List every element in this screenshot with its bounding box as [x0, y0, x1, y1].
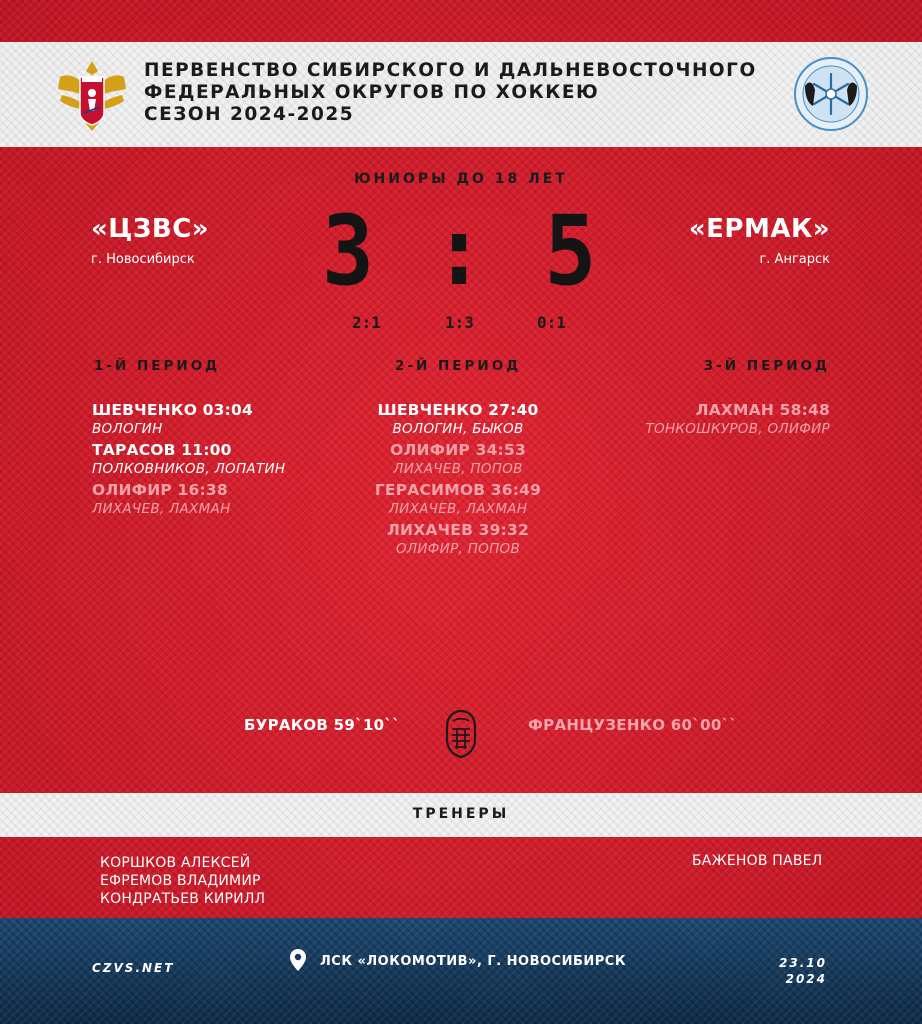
goal-assists: ВОЛОГИН [92, 421, 163, 437]
goal-assists: ОЛИФИР, ПОПОВ [395, 541, 521, 557]
date-day-month: 23.10 [779, 956, 827, 970]
venue-label: ЛСК «ЛОКОМОТИВ», Г. НОВОСИБИРСК [320, 954, 626, 969]
goal-scorer: ОЛИФИР 34:53 [390, 441, 526, 459]
away-team-city: г. Ангарск [759, 252, 830, 267]
age-group-label: ЮНИОРЫ ДО 18 ЛЕТ [354, 171, 568, 187]
goal-scorer: ШЕВЧЕНКО 03:04 [92, 401, 254, 419]
goal-entry [328, 440, 588, 478]
match-date [779, 955, 827, 987]
home-team-city: г. Новосибирск [91, 252, 195, 267]
goal-entry [590, 400, 830, 438]
goal-assists: ТОНКОШКУРОВ, ОЛИФИР [645, 421, 830, 437]
away-team-name: «ЕРМАК» [688, 214, 830, 244]
goal-entry [328, 480, 588, 518]
period-3-label: 3-Й ПЕРИОД [703, 358, 830, 374]
goal-scorer: ОЛИФИР 16:38 [92, 481, 228, 499]
goal-assists: ЛИХАЧЕВ, ЛАХМАН [388, 501, 528, 517]
home-team-name: «ЦЗВС» [91, 214, 210, 244]
goal-scorer: ШЕВЧЕНКО 27:40 [377, 401, 539, 419]
final-score: 3 : 5 [321, 195, 601, 307]
goal-entry [92, 480, 285, 518]
goal-scorer: ЛИХАЧЕВ 39:32 [386, 521, 530, 539]
goal-entry [328, 400, 588, 438]
period-1-label: 1-Й ПЕРИОД [94, 358, 221, 374]
russian-hockey-federation-emblem-icon [52, 55, 132, 135]
goal-entry [328, 520, 588, 558]
period-1-score: 2:1 [352, 313, 381, 332]
championship-title [144, 60, 784, 126]
goal-scorer: ГЕРАСИМОВ 36:49 [374, 481, 542, 499]
goal-assists: ЛИХАЧЕВ, ЛАХМАН [92, 501, 231, 517]
goal-assists: ПОЛКОВНИКОВ, ЛОПАТИН [92, 461, 286, 477]
period-2-score: 1:3 [445, 313, 474, 332]
coach-name: ЕФРЕМОВ ВЛАДИМИР [100, 873, 261, 889]
home-coaches [100, 854, 265, 908]
coach-name: КОНДРАТЬЕВ КИРИЛЛ [100, 891, 266, 907]
goal-scorer: ТАРАСОВ 11:00 [92, 441, 232, 459]
coach-name: БАЖЕНОВ ПАВЕЛ [692, 853, 823, 869]
regional-federation-snowflake-emblem-icon [793, 56, 869, 132]
goal-entry [92, 400, 285, 438]
period-2-label: 2-Й ПЕРИОД [395, 358, 522, 374]
date-year: 2024 [785, 972, 827, 986]
goalie-mask-icon [443, 709, 479, 759]
away-goalie: ФРАНЦУЗЕНКО 60`00`` [528, 716, 738, 734]
home-goalie: БУРАКОВ 59`10`` [244, 716, 401, 734]
site-link[interactable]: CZVS.NET [92, 961, 175, 975]
period-1-goals [92, 400, 285, 520]
goal-assists: ЛИХАЧЕВ, ПОПОВ [393, 461, 523, 477]
title-line-2: ФЕДЕРАЛЬНЫХ ОКРУГОВ ПО ХОККЕЮ [144, 82, 600, 103]
away-coaches [692, 852, 822, 870]
coach-name: КОРШКОВ АЛЕКСЕЙ [100, 855, 251, 871]
period-3-goals [590, 400, 830, 440]
coaches-title: ТРЕНЕРЫ [412, 806, 510, 822]
goal-scorer: ЛАХМАН 58:48 [695, 401, 830, 419]
period-3-score: 0:1 [537, 313, 566, 332]
title-line-3: СЕЗОН 2024-2025 [144, 104, 355, 125]
location-pin-icon [289, 948, 307, 972]
goal-entry [92, 440, 285, 478]
goal-assists: ВОЛОГИН, БЫКОВ [392, 421, 524, 437]
title-line-1: ПЕРВЕНСТВО СИБИРСКОГО И ДАЛЬНЕВОСТОЧНОГО [144, 60, 757, 81]
period-2-goals [328, 400, 588, 560]
